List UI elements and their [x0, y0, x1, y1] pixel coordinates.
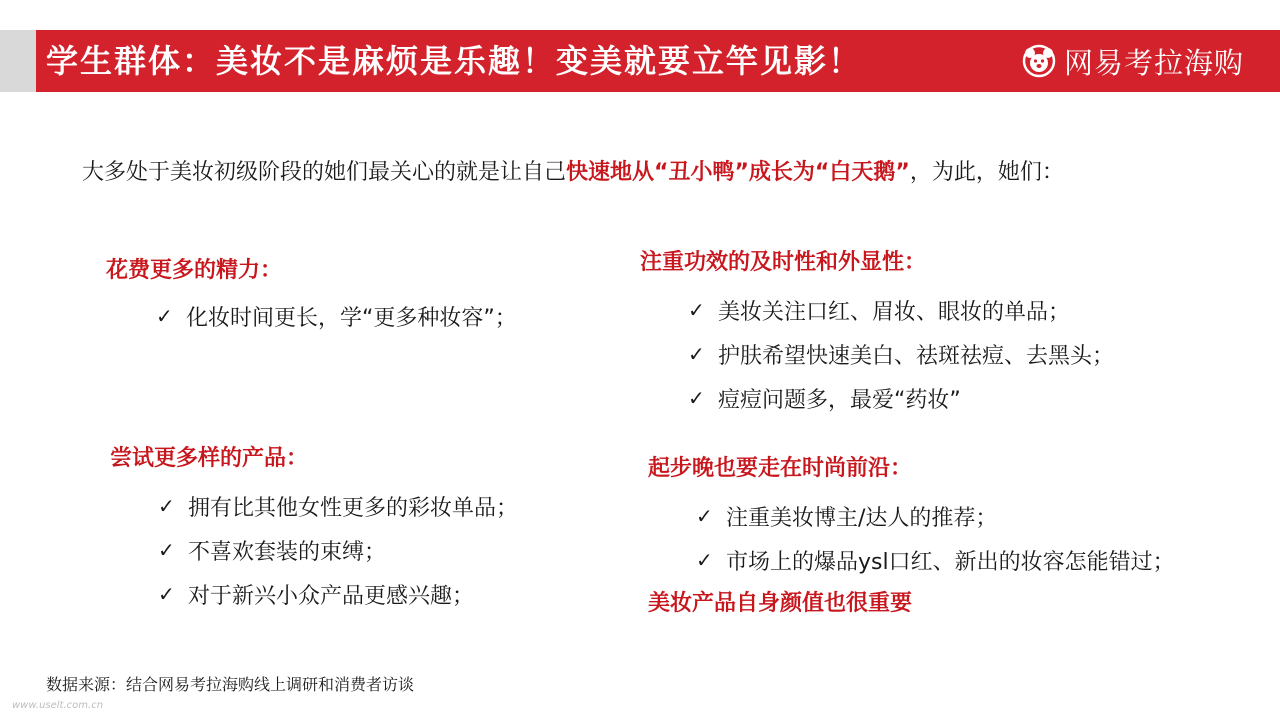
section-variety-list: [158, 484, 518, 616]
section-effort-title: 花费更多的精力：: [106, 258, 283, 283]
section-variety: [110, 441, 518, 616]
list-item: ✓ 化妆时间更长，学“更多种妆容”；: [156, 304, 517, 331]
list-item: ✓ 注重美妆博主/达人的推荐；: [696, 504, 998, 531]
data-source: 数据来源：结合网易考拉海购线上调研和消费者访谈: [46, 675, 415, 694]
section-efficacy-list: [688, 288, 1114, 420]
list-item: ✓ 拥有比其他女性更多的彩妆单品；: [158, 494, 519, 521]
check-icon: ✓: [156, 304, 173, 328]
section-effort-list: [156, 294, 517, 338]
check-icon: ✓: [688, 386, 705, 410]
check-icon: ✓: [688, 298, 705, 322]
check-icon: ✓: [688, 342, 705, 366]
section-trend: [648, 451, 1175, 617]
check-icon: ✓: [158, 582, 175, 606]
check-icon: ✓: [158, 494, 175, 518]
section-variety-title: 尝试更多样的产品：: [110, 446, 309, 471]
watermark: www.uselt.com.cn: [12, 700, 104, 711]
check-icon: ✓: [696, 504, 713, 528]
brand-name: 网易考拉海购: [1063, 45, 1244, 80]
list-item: ✓ 不喜欢套装的束缚；: [158, 538, 387, 565]
list-item: ✓ 护肤希望快速美白、祛斑祛痘、去黑头；: [688, 342, 1115, 369]
brand-logo: [1022, 43, 1244, 79]
intro-highlight: 快速地从“丑小鸭”成长为“白天鹅”: [566, 160, 910, 185]
list-item: ✓ 美妆关注口红、眉妆、眼妆的单品；: [688, 298, 1071, 325]
intro-text: [82, 155, 1064, 186]
page-title: 学生群体：美妆不是麻烦是乐趣！变美就要立竿见影！: [46, 42, 863, 80]
section-trend-title: 起步晚也要走在时尚前沿：: [648, 456, 913, 481]
intro-prefix: 大多处于美妆初级阶段的她们最关心的就是让自己: [82, 160, 567, 185]
list-item: ✓ 市场上的爆品ysl口红、新出的妆容怎能错过；: [696, 548, 1175, 575]
section-trend-note: 美妆产品自身颜值也很重要: [648, 591, 913, 616]
koala-icon: [1022, 44, 1056, 78]
intro-suffix: ，为此，她们：: [909, 160, 1064, 185]
header-accent-block: [0, 30, 36, 92]
list-item: ✓ 痘痘问题多，最爱“药妆”: [688, 386, 961, 413]
header-bar: [36, 30, 1280, 92]
section-efficacy-title: 注重功效的及时性和外显性：: [640, 250, 927, 275]
check-icon: ✓: [696, 548, 713, 572]
check-icon: ✓: [158, 538, 175, 562]
section-efficacy: [640, 245, 1114, 420]
list-item: ✓ 对于新兴小众产品更感兴趣；: [158, 582, 475, 609]
section-effort: [106, 253, 517, 338]
section-trend-list: [696, 494, 1175, 582]
